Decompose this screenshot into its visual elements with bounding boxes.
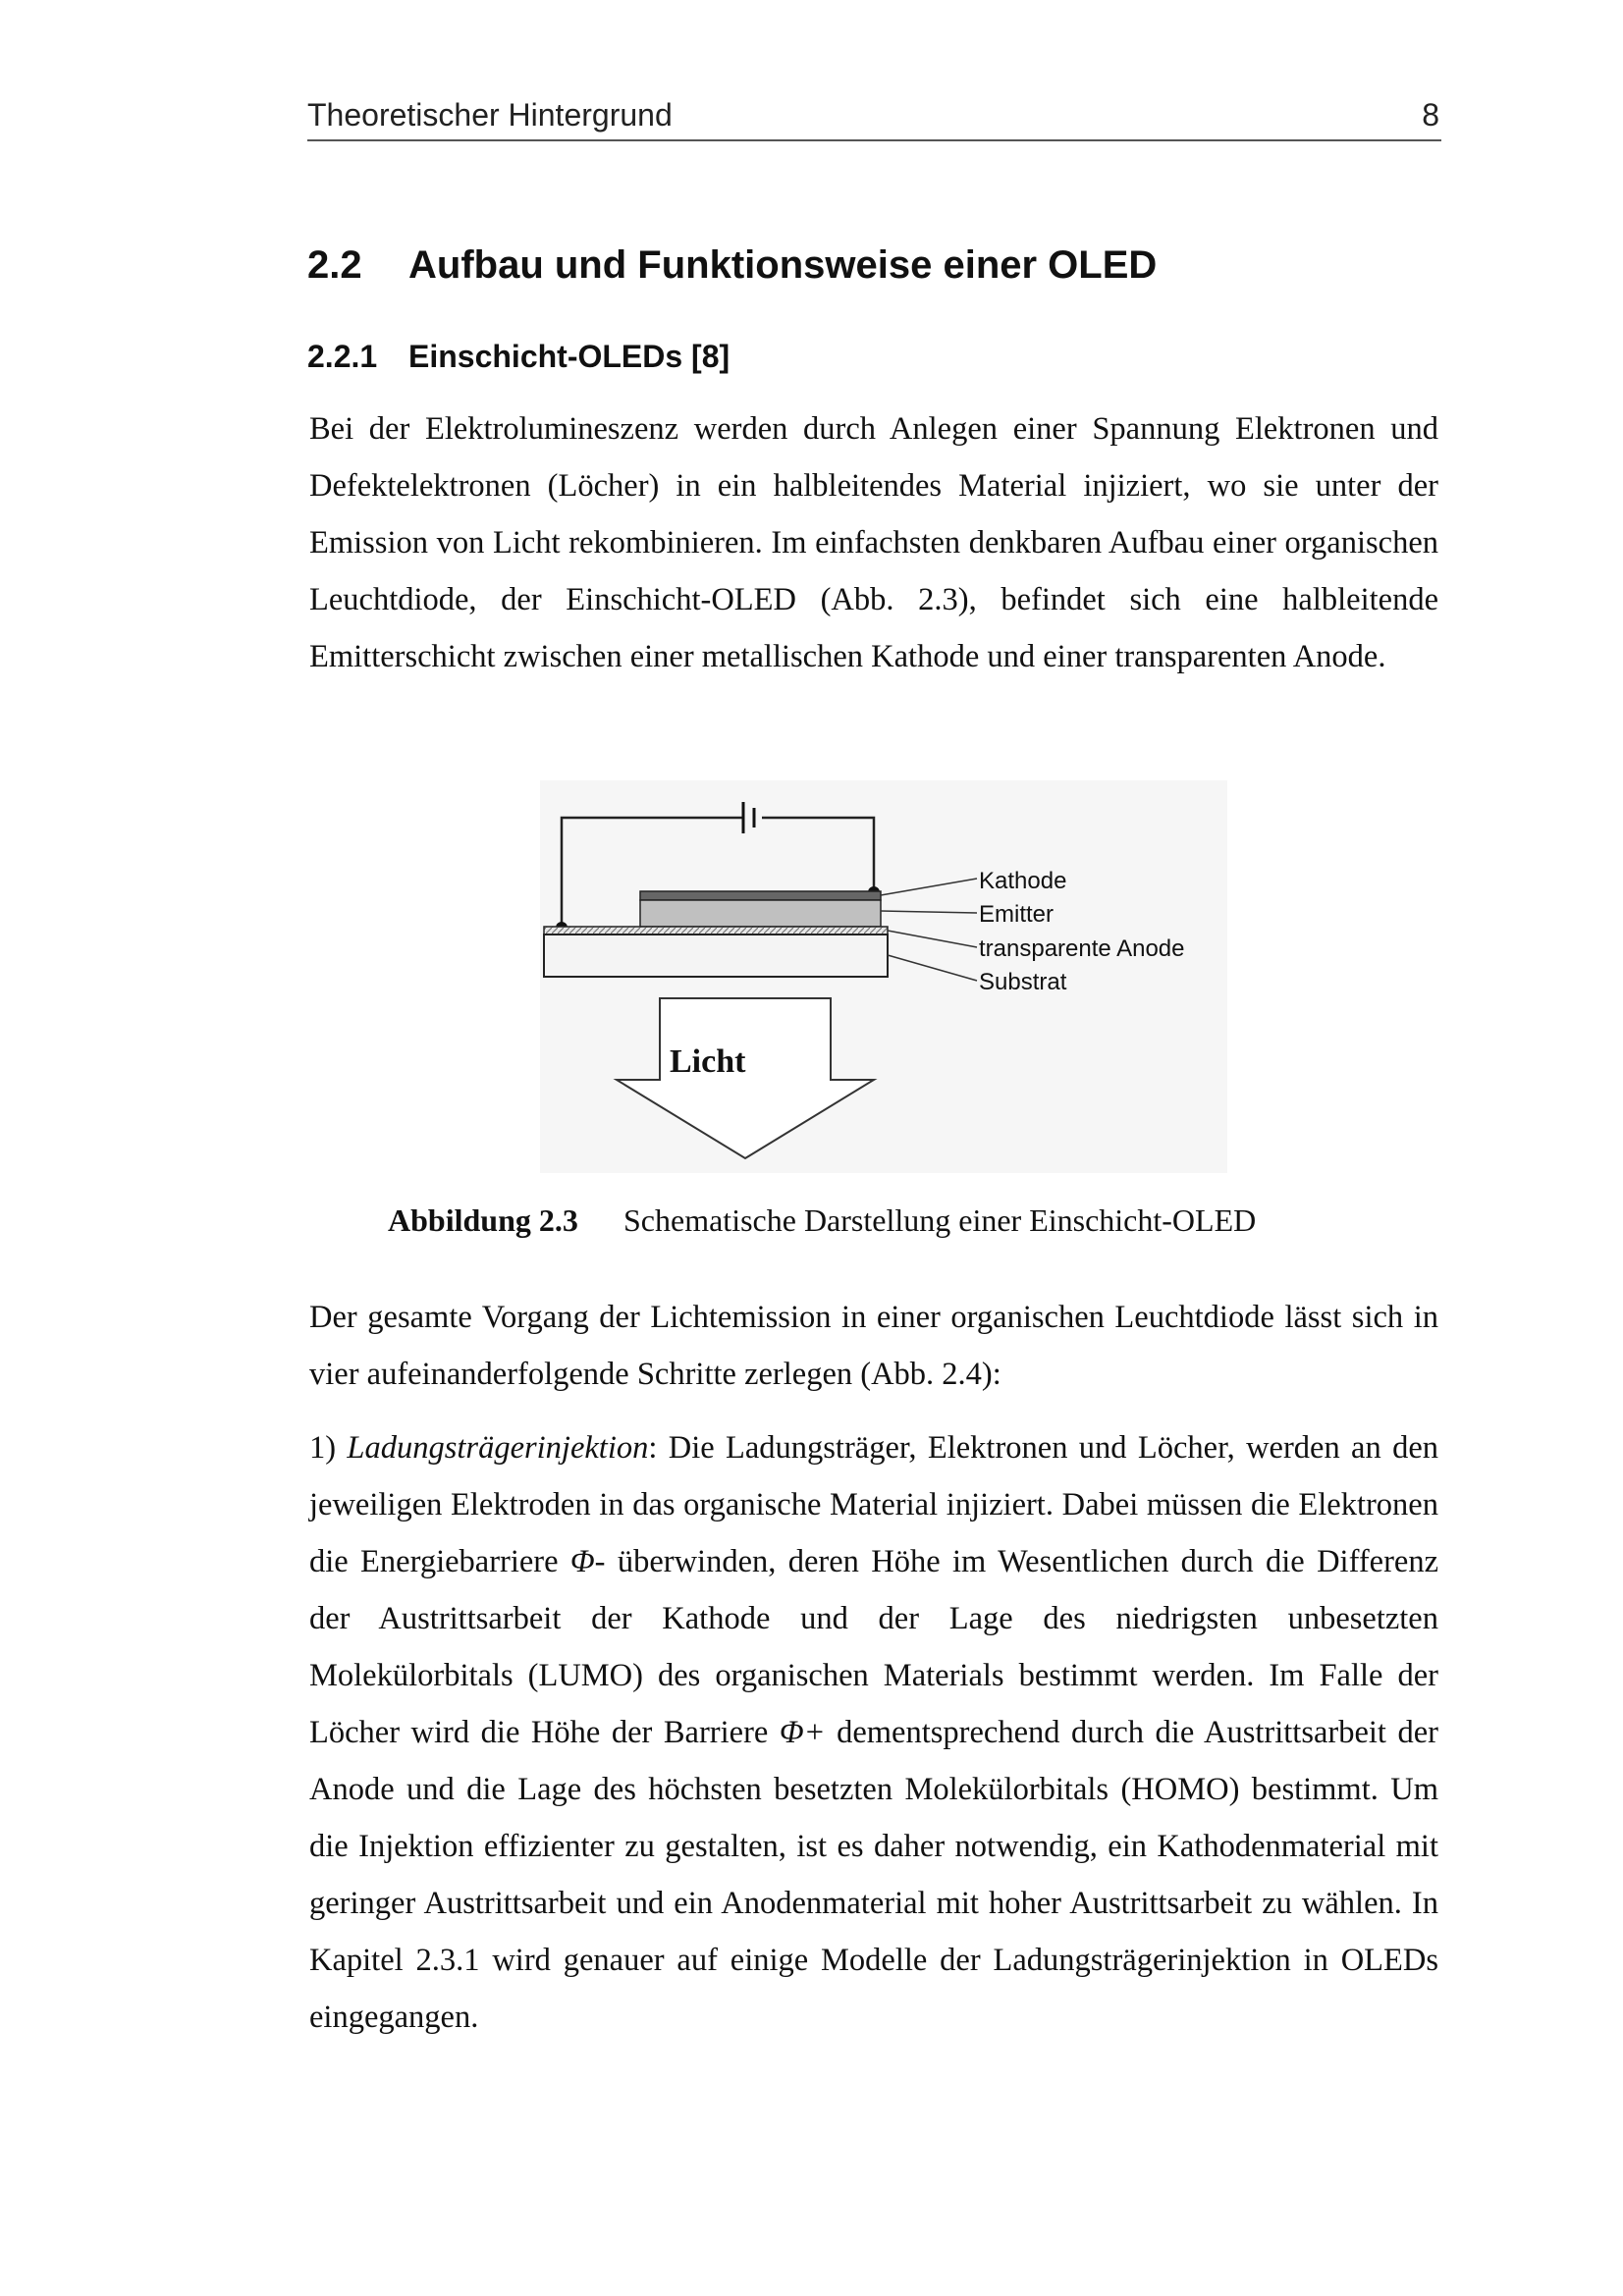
section-title: Aufbau und Funktionsweise einer OLED: [408, 243, 1158, 287]
step-term: Ladungsträgerinjektion: [347, 1430, 649, 1466]
subsection-heading: [307, 339, 730, 375]
step-prefix: 1): [309, 1430, 348, 1466]
injection-text-3: dementsprechend durch die Austrittsarbeit der Anode und die Lage des höchsten besetzten Molekülorbitals (HOMO) bestimmt. Um die Injektion effizienter zu gestalten, ist es daher notwendig, ein Kathodenmaterial mit geringer Austrittsarbeit und ein Anodenmaterial mit hoher Austrittsarbeit zu wählen. In Kapitel 2.3.1 wird genauer auf einige Modelle der Ladungsträgerinjektion in OLEDs eingegangen.: [309, 1715, 1438, 2035]
label-licht: Licht: [670, 1043, 746, 1080]
running-header: [307, 94, 1441, 141]
subsection-number: 2.2.1: [307, 339, 378, 374]
page-number: 8: [1422, 97, 1439, 133]
subsection-title: Einschicht-OLEDs [8]: [408, 339, 730, 374]
emitter-layer: [640, 900, 881, 927]
caption-label: Abbildung 2.3: [388, 1202, 578, 1238]
leader-lines: [881, 879, 977, 981]
oled-figure: [540, 780, 1227, 1173]
caption-text: Schematische Darstellung einer Einschicht-OLED: [623, 1202, 1257, 1238]
paragraph-intro: Bei der Elektrolumineszenz werden durch Anlegen einer Spannung Elektronen und Defektelektronen (Löcher) in ein halbleitendes Material injiziert, wo sie unter der Emission von Licht rekombinieren. Im einfachsten denkbaren Aufbau einer organischen Leuchtdiode, der Einschicht-OLED (Abb. 2.3), befindet sich eine halbleitende Emitterschicht zwischen einer metallischen Kathode und einer transparenten Anode.: [309, 411, 1438, 674]
label-emitter: Emitter: [979, 901, 1055, 928]
phi-minus-symbol: Φ-: [569, 1544, 606, 1579]
cathode-layer: [640, 891, 881, 900]
paragraph-injection: [309, 1419, 1438, 2046]
section-number: 2.2: [307, 243, 362, 287]
header-title: Theoretischer Hintergrund: [307, 97, 673, 133]
phi-plus-symbol: Φ+: [779, 1715, 826, 1750]
battery-symbol: [743, 802, 754, 833]
injection-text-1: : Die Ladungsträger, Elektronen und Löcher, werden an den jeweiligen Elektroden in das organische Material injiziert. Dabei müssen die Elektronen die Energiebarriere: [309, 1430, 1439, 1579]
label-substrat: Substrat: [979, 969, 1067, 995]
figure-caption: [388, 1202, 1256, 1239]
injection-text-2: überwinden, deren Höhe im Wesentlichen durch die Differenz der Austrittsarbeit der Kathode und der Lage des niedrigsten unbesetzten Molekülorbitals (LUMO) des organischen Materials bestimmt werden. Im Falle der Löcher wird die Höhe der Barriere: [309, 1544, 1438, 1750]
section-heading: [307, 243, 1157, 288]
anode-layer: [544, 927, 888, 934]
label-anode: transparente Anode: [979, 935, 1185, 962]
paragraph-steps-intro: Der gesamte Vorgang der Lichtemission in einer organischen Leuchtdiode lässt sich in vier aufeinanderfolgende Schritte zerlegen (Abb. 2.4):: [309, 1300, 1438, 1392]
label-kathode: Kathode: [979, 868, 1067, 894]
substrate-layer: [544, 934, 888, 977]
